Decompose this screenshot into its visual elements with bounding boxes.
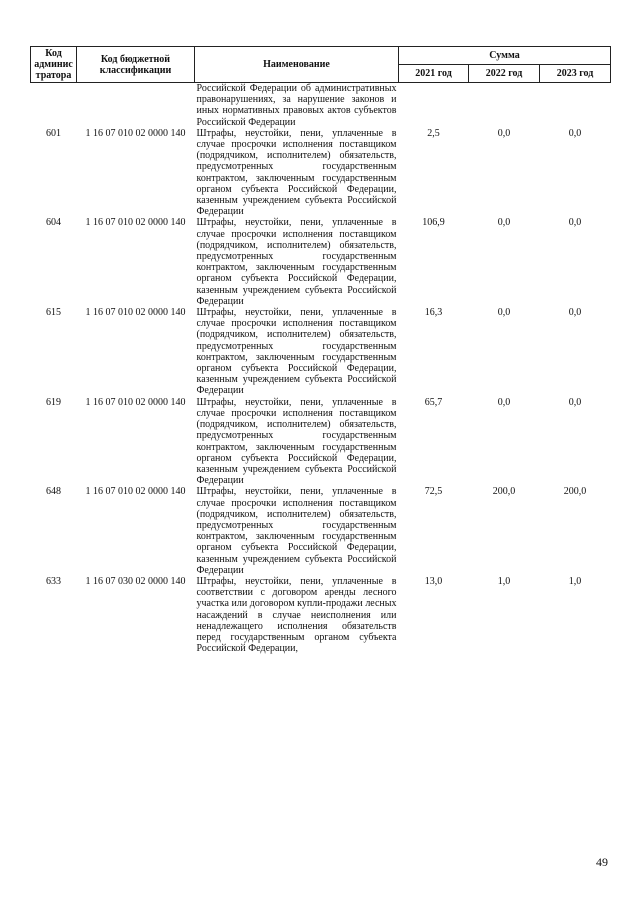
- row-description: Штрафы, неустойки, пени, уплаченные в случае просрочки исполнения поставщиком (подрядчиком, исполнителем) обязательств, предусмотренных государственным контрактом, заключенным государственным органом субъекта Российской Федерации, казенным учреждением субъекта Российской Федерации: [196, 127, 397, 218]
- row-value-2021: 106,9: [422, 217, 445, 229]
- row-value-2022: 0,0: [497, 307, 511, 319]
- table-row: [31, 217, 611, 307]
- header-budget-code: Код бюджетной классификации: [77, 47, 195, 83]
- row-description: Штрафы, неустойки, пени, уплаченные в случае просрочки исполнения поставщиком (подрядчиком, исполнителем) обязательств, предусмотренных государственным контрактом, заключенным государственным органом субъекта Российской Федерации, казенным учреждением субъекта Российской Федерации: [196, 217, 397, 307]
- row-budget-code: 1 16 07 010 02 0000 140: [85, 217, 186, 229]
- table-row: [31, 486, 611, 576]
- table-row: [31, 397, 611, 487]
- row-budget-code: 1 16 07 010 02 0000 140: [85, 307, 186, 319]
- table-row-continuation: [31, 83, 611, 128]
- row-admin-code: 619: [46, 396, 61, 408]
- row-value-2022: 1,0: [497, 575, 511, 587]
- row-admin-code: 615: [46, 307, 61, 319]
- row-value-2022: 0,0: [497, 217, 511, 229]
- row-value-2023: 0,0: [568, 127, 582, 139]
- header-year-2023: 2023 год: [540, 65, 611, 83]
- row-value-2022: 0,0: [497, 127, 511, 139]
- row-value-2023: 200,0: [563, 486, 587, 498]
- row-admin-code: 648: [46, 486, 61, 498]
- row-description: Штрафы, неустойки, пени, уплаченные в соответствии с договором аренды лесного участка или договором купли-продажи лесных насаждений в случае неисполнения или ненадлежащего исполнения обязательств перед государственным органом субъекта Российской Федерации,: [196, 575, 397, 655]
- row-value-2023: 1,0: [568, 575, 582, 587]
- row-admin-code: 633: [46, 575, 61, 587]
- row-value-2021: 65,7: [424, 396, 443, 408]
- row-value-2021: 13,0: [424, 575, 443, 587]
- row-value-2023: 0,0: [568, 307, 582, 319]
- row-value-2022: 200,0: [492, 486, 516, 498]
- header-year-2022: 2022 год: [469, 65, 540, 83]
- row-value-2023: 0,0: [568, 396, 582, 408]
- table-row: [31, 307, 611, 397]
- row-admin-code: 601: [46, 127, 61, 139]
- row-description: Штрафы, неустойки, пени, уплаченные в случае просрочки исполнения поставщиком (подрядчиком, исполнителем) обязательств, предусмотренных государственным контрактом, заключенным государственным органом субъекта Российской Федерации, казенным учреждением субъекта Российской Федерации: [196, 396, 397, 487]
- row-value-2021: 2,5: [427, 127, 440, 139]
- table-header: [31, 47, 611, 83]
- row-description: Штрафы, неустойки, пени, уплаченные в случае просрочки исполнения поставщиком (подрядчиком, исполнителем) обязательств, предусмотренных государственным контрактом, заключенным государственным органом субъекта Российской Федерации, казенным учреждением субъекта Российской Федерации: [196, 307, 397, 397]
- row-value-2021: 72,5: [424, 486, 443, 498]
- row-budget-code: 1 16 07 010 02 0000 140: [85, 396, 186, 408]
- budget-table: [30, 46, 611, 654]
- header-name: Наименование: [195, 47, 399, 83]
- row-description: Штрафы, неустойки, пени, уплаченные в случае просрочки исполнения поставщиком (подрядчиком, исполнителем) обязательств, предусмотренных государственным контрактом, заключенным государственным органом субъекта Российской Федерации, казенным учреждением субъекта Российской Федерации: [196, 486, 397, 576]
- row-value-2023: 0,0: [568, 217, 582, 229]
- header-year-2021: 2021 год: [399, 65, 469, 83]
- header-admin-code: Код админис тратора: [31, 47, 77, 83]
- page-number: 49: [596, 855, 608, 869]
- row-admin-code: 604: [46, 217, 61, 229]
- header-sum: Сумма: [399, 47, 611, 65]
- row-budget-code: 1 16 07 010 02 0000 140: [85, 486, 186, 498]
- row-budget-code: 1 16 07 010 02 0000 140: [85, 127, 186, 139]
- table-row: [31, 576, 611, 654]
- row-value-2022: 0,0: [497, 396, 511, 408]
- row-budget-code: 1 16 07 030 02 0000 140: [85, 575, 186, 587]
- table-row: [31, 128, 611, 218]
- row-value-2021: 16,3: [424, 307, 443, 319]
- row-description: Российской Федерации об административных правонарушениях, за нарушение законов и иных нормативных правовых актов субъектов Российской Федерации: [196, 83, 397, 128]
